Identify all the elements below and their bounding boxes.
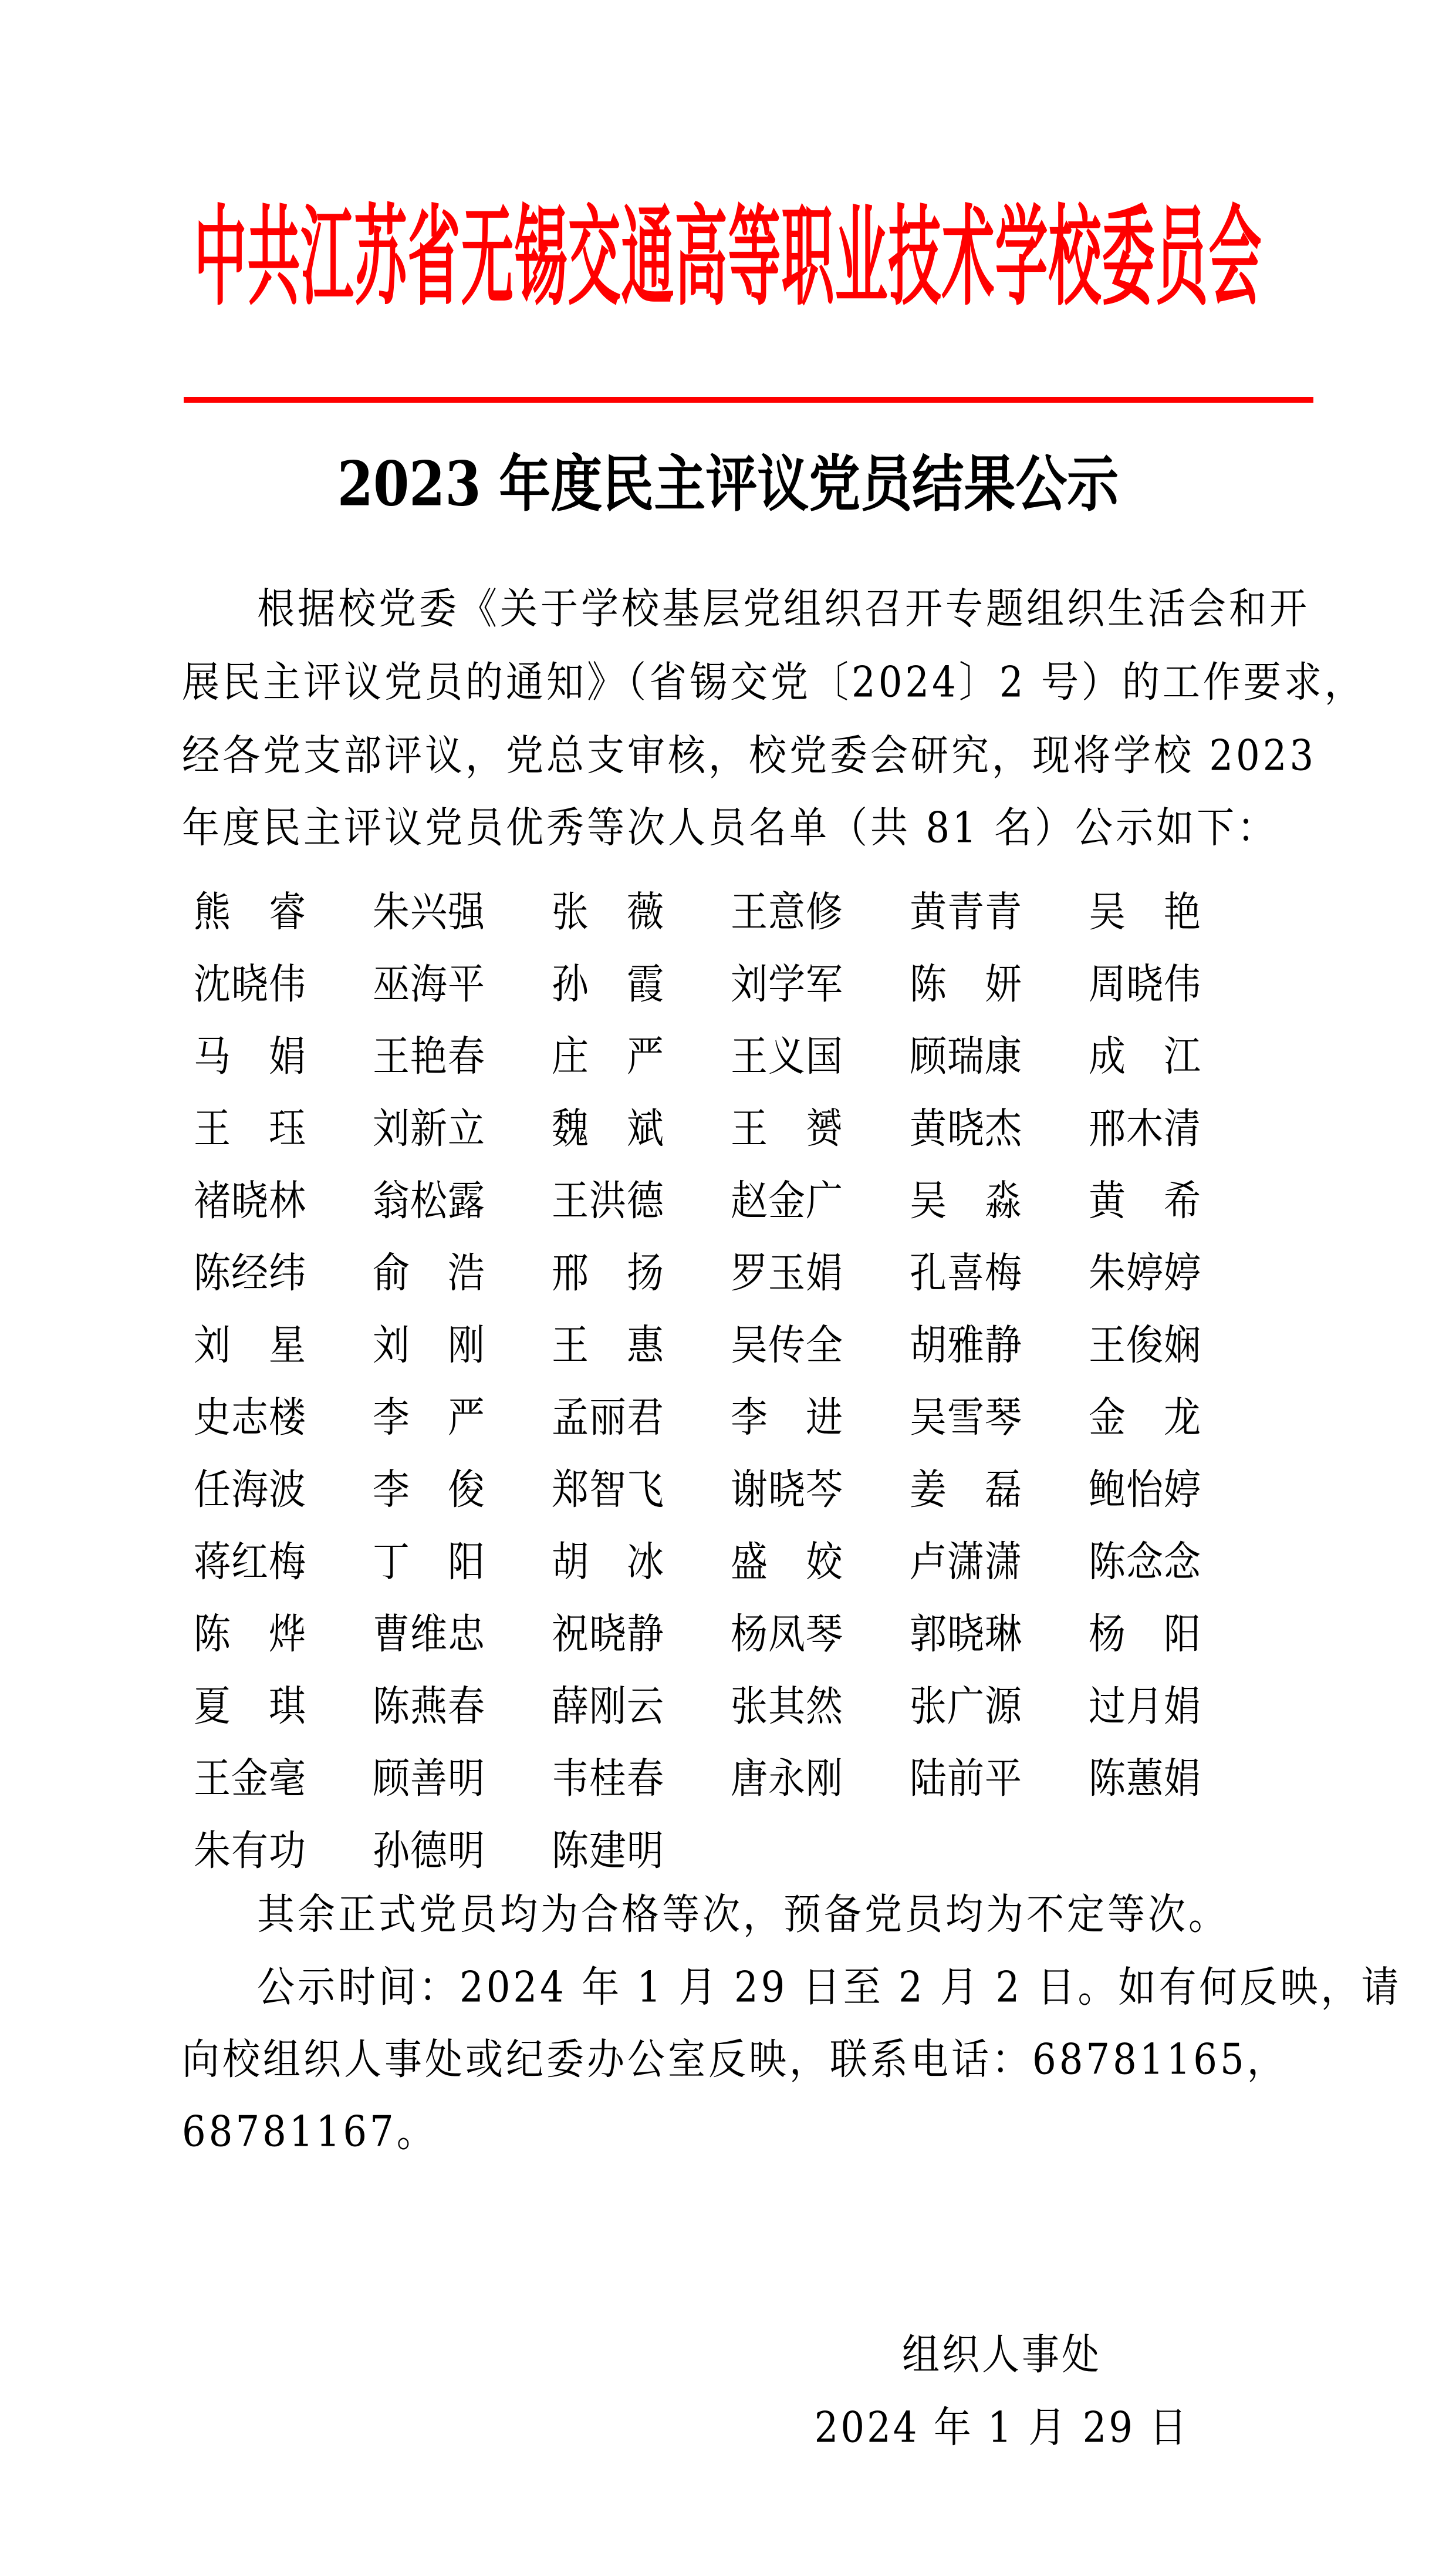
name-cell: 王义国 — [731, 1032, 843, 1081]
name-cell: 胡 冰 — [552, 1538, 664, 1586]
name-cell: 俞 浩 — [373, 1249, 485, 1297]
name-cell: 邢木清 — [1089, 1104, 1201, 1153]
name-cell: 曹维忠 — [373, 1610, 485, 1658]
name-cell: 任海波 — [194, 1465, 306, 1514]
name-cell: 韦桂春 — [552, 1754, 664, 1803]
name-cell: 蒋红梅 — [194, 1538, 306, 1586]
name-cell: 刘新立 — [373, 1104, 485, 1153]
name-cell: 陈经纬 — [194, 1249, 306, 1297]
name-cell: 卢潇潇 — [910, 1538, 1022, 1586]
name-cell: 黄晓杰 — [910, 1104, 1022, 1153]
name-cell: 邢 扬 — [552, 1249, 664, 1297]
name-row — [194, 1742, 1268, 1815]
signature-department: 组织人事处 — [902, 2331, 1102, 2380]
org-name: 中共江苏省无锡交通高等职业技术学校委员会 — [194, 193, 1262, 321]
name-cell: 史志楼 — [194, 1393, 306, 1442]
name-cell: 陈蕙娟 — [1089, 1754, 1201, 1803]
name-cell: 孙 霞 — [552, 960, 664, 1009]
name-cell: 吴 淼 — [910, 1176, 1022, 1225]
notice-line-3: 68781167。 — [182, 2108, 437, 2157]
name-cell: 鲍怡婷 — [1089, 1465, 1201, 1514]
name-cell: 周晓伟 — [1089, 960, 1201, 1009]
name-cell: 成 江 — [1089, 1032, 1201, 1081]
name-cell: 夏 琪 — [194, 1682, 306, 1731]
name-cell: 张 薇 — [552, 888, 664, 936]
name-row — [194, 1309, 1268, 1381]
signature-date: 2024 年 1 月 29 日 — [814, 2403, 1190, 2453]
intro-line-4: 年度民主评议党员优秀等次人员名单（共 81 名）公示如下： — [182, 804, 1278, 853]
name-cell: 巫海平 — [373, 960, 485, 1009]
name-list — [194, 876, 1268, 1887]
name-cell: 杨凤琴 — [731, 1610, 843, 1658]
name-row — [194, 1815, 1268, 1887]
name-cell: 盛 姣 — [731, 1538, 843, 1586]
intro-line-3: 经各党支部评议，党总支审核，校党委会研究，现将学校 2023 — [182, 731, 1317, 781]
name-cell: 张广源 — [910, 1682, 1022, 1731]
name-cell: 庄 严 — [552, 1032, 664, 1081]
name-cell: 熊 睿 — [194, 888, 306, 936]
name-cell: 顾瑞康 — [910, 1032, 1022, 1081]
name-row — [194, 876, 1268, 948]
name-cell: 马 娟 — [194, 1032, 306, 1081]
name-cell: 孟丽君 — [552, 1393, 664, 1442]
doc-title-row — [0, 447, 1456, 520]
letterhead-divider — [184, 397, 1313, 403]
name-cell: 李 俊 — [373, 1465, 485, 1514]
name-cell: 王意修 — [731, 888, 843, 936]
name-cell: 王 珏 — [194, 1104, 306, 1153]
doc-title: 2023 年度民主评议党员结果公示 — [337, 447, 1119, 520]
name-cell: 王 惠 — [552, 1321, 664, 1370]
summary-line: 其余正式党员均为合格等次，预备党员均为不定等次。 — [257, 1890, 1229, 1940]
name-cell: 郭晓琳 — [910, 1610, 1022, 1658]
name-cell: 孔喜梅 — [910, 1249, 1022, 1297]
name-cell: 陈建明 — [552, 1826, 664, 1875]
name-row — [194, 1237, 1268, 1309]
name-cell: 赵金广 — [731, 1176, 843, 1225]
name-cell: 顾善明 — [373, 1754, 485, 1803]
name-cell: 金 龙 — [1089, 1393, 1201, 1442]
name-cell: 陈 烨 — [194, 1610, 306, 1658]
name-row — [194, 1093, 1268, 1165]
name-cell: 薛刚云 — [552, 1682, 664, 1731]
name-cell: 郑智飞 — [552, 1465, 664, 1514]
name-cell: 朱有功 — [194, 1826, 306, 1875]
notice-line-1: 公示时间：2024 年 1 月 29 日至 2 月 2 日。如有何反映，请 — [257, 1963, 1402, 2012]
name-cell: 胡雅静 — [910, 1321, 1022, 1370]
name-row — [194, 1598, 1268, 1670]
name-cell: 姜 磊 — [910, 1465, 1022, 1514]
name-cell: 陈 妍 — [910, 960, 1022, 1009]
name-row — [194, 1454, 1268, 1526]
name-cell: 王俊娴 — [1089, 1321, 1201, 1370]
name-cell: 李 进 — [731, 1393, 843, 1442]
name-cell: 杨 阳 — [1089, 1610, 1201, 1658]
name-cell: 吴 艳 — [1089, 888, 1201, 936]
name-row — [194, 1381, 1268, 1454]
name-cell: 吴雪琴 — [910, 1393, 1022, 1442]
name-row — [194, 1165, 1268, 1237]
name-cell: 张其然 — [731, 1682, 843, 1731]
name-cell: 孙德明 — [373, 1826, 485, 1875]
intro-line-2: 展民主评议党员的通知》（省锡交党〔2024〕2 号）的工作要求， — [182, 658, 1365, 707]
name-cell: 魏 斌 — [552, 1104, 664, 1153]
name-cell: 翁松露 — [373, 1176, 485, 1225]
name-cell: 罗玉娟 — [731, 1249, 843, 1297]
letterhead — [0, 193, 1456, 321]
name-row — [194, 1526, 1268, 1598]
name-row — [194, 1670, 1268, 1742]
name-cell: 谢晓芩 — [731, 1465, 843, 1514]
name-cell: 刘 刚 — [373, 1321, 485, 1370]
name-cell: 过月娟 — [1089, 1682, 1201, 1731]
notice-line-2: 向校组织人事处或纪委办公室反映，联系电话：68781165， — [182, 2035, 1288, 2085]
name-cell: 陈念念 — [1089, 1538, 1201, 1586]
intro-line-1: 根据校党委《关于学校基层党组织召开专题组织生活会和开 — [257, 585, 1310, 634]
name-row — [194, 948, 1268, 1020]
name-cell: 朱兴强 — [373, 888, 485, 936]
name-cell: 黄 希 — [1089, 1176, 1201, 1225]
name-cell: 陈燕春 — [373, 1682, 485, 1731]
name-cell: 褚晓林 — [194, 1176, 306, 1225]
name-cell: 王洪德 — [552, 1176, 664, 1225]
name-cell: 王金毫 — [194, 1754, 306, 1803]
name-cell: 丁 阳 — [373, 1538, 485, 1586]
name-cell: 沈晓伟 — [194, 960, 306, 1009]
name-cell: 刘学军 — [731, 960, 843, 1009]
name-cell: 王艳春 — [373, 1032, 485, 1081]
name-cell: 黄青青 — [910, 888, 1022, 936]
name-cell: 李 严 — [373, 1393, 485, 1442]
name-row — [194, 1020, 1268, 1093]
name-cell: 祝晓静 — [552, 1610, 664, 1658]
name-cell: 吴传全 — [731, 1321, 843, 1370]
name-cell: 唐永刚 — [731, 1754, 843, 1803]
name-cell: 刘 星 — [194, 1321, 306, 1370]
name-cell: 陆前平 — [910, 1754, 1022, 1803]
name-cell: 朱婷婷 — [1089, 1249, 1201, 1297]
name-cell: 王 赟 — [731, 1104, 843, 1153]
